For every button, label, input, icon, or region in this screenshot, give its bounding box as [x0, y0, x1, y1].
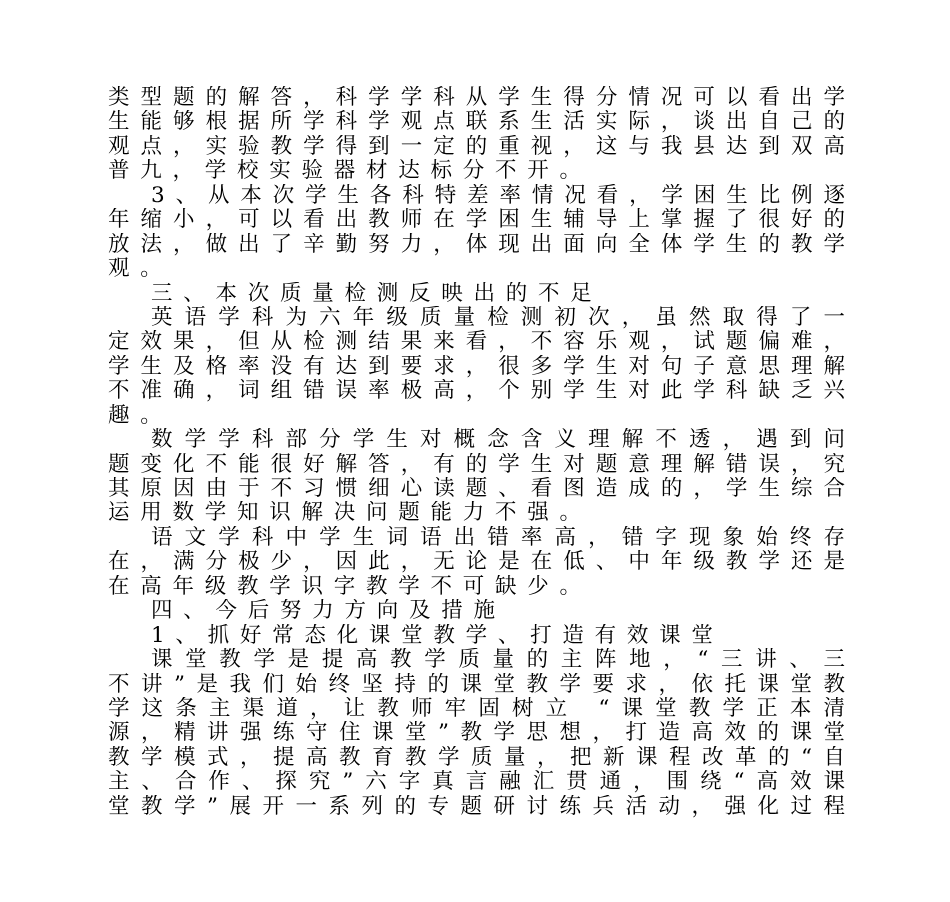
text-line: 三、本次质量检测反映出的不足 — [151, 281, 603, 306]
text-line: 课堂教学是提高教学质量的主阵地，“三讲、三 — [151, 648, 845, 673]
text-line: 类型题的解答，科学学科从学生得分情况可以看出学 — [108, 86, 845, 110]
text-line: 不准确，词组错误率极高，个别学生对此学科缺乏兴 — [108, 379, 845, 404]
text-line: 运用数学知识解决问题能力不强。 — [108, 501, 592, 526]
text-line: 数学学科部分学生对概念含义理解不透，遇到问 — [151, 428, 845, 453]
text-line: 源，精讲强练守住课堂”教学思想，打造高效的课堂 — [108, 721, 845, 746]
text-line: 四、今后努力方向及措施 — [151, 599, 506, 624]
text-line: 年缩小，可以看出教师在学困生辅导上掌握了很好的 — [108, 208, 845, 233]
text-line: 堂教学”展开一系列的专题研讨练兵活动，强化过程 — [108, 794, 845, 819]
text-line: 学生及格率没有达到要求，很多学生对句子意思理解 — [108, 354, 845, 379]
text-line: 语文学科中学生词语出错率高，错字现象始终存 — [151, 525, 845, 550]
text-line: 题变化不能很好解答，有的学生对题意理解错误，究 — [108, 452, 845, 477]
text-line: 学这条主渠道，让教师牢固树立 “课堂教学正本清 — [108, 696, 845, 721]
text-line: 生能够根据所学科学观点联系生活实际，谈出自己的 — [108, 110, 845, 135]
text-line: 观。 — [108, 257, 173, 282]
text-line: 3、从本次学生各科特差率情况看，学困生比例逐 — [151, 183, 845, 208]
text-line: 其原因由于不习惯细心读题、看图造成的，学生综合 — [108, 477, 845, 501]
text-line: 不讲”是我们始终坚持的课堂教学要求，依托课堂教 — [108, 672, 845, 697]
text-line: 教学模式，提高教育教学质量，把新课程改革的“自 — [108, 745, 845, 770]
text-line: 主、合作、探究”六字真言融汇贯通，围绕“高效课 — [108, 770, 845, 795]
text-line: 在，满分极少，因此，无论是在低、中年级教学还是 — [108, 550, 845, 575]
document-page — [108, 86, 845, 819]
text-line: 1、抓好常态化课堂教学、打造有效课堂 — [151, 623, 724, 648]
text-line: 趣。 — [108, 403, 173, 428]
text-line: 英语学科为六年级质量检测初次，虽然取得了一 — [151, 305, 845, 330]
text-line: 观点，实验教学得到一定的重视，这与我县达到双高 — [108, 134, 845, 159]
text-line: 放法，做出了辛勤努力，体现出面向全体学生的教学 — [108, 232, 845, 257]
text-line: 在高年级教学识字教学不可缺少。 — [108, 574, 592, 599]
text-line: 普九，学校实验器材达标分不开。 — [108, 159, 592, 184]
text-line: 定效果，但从检测结果来看，不容乐观，试题偏难， — [108, 330, 845, 355]
